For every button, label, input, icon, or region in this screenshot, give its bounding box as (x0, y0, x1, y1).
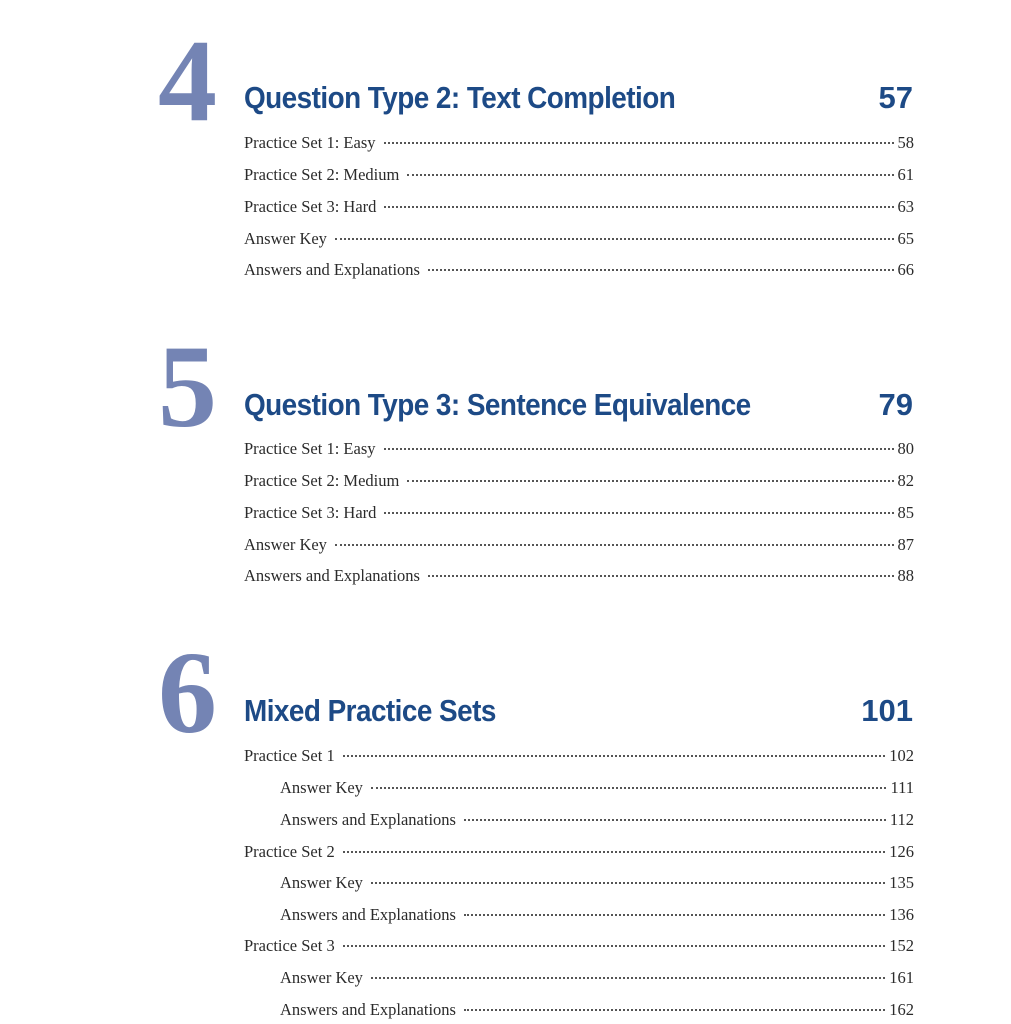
toc-entry-label: Practice Set 1 (244, 746, 335, 765)
dot-leader (335, 544, 894, 546)
dot-leader (407, 480, 893, 482)
toc-entry[interactable] (244, 439, 914, 461)
dot-leader (371, 787, 887, 789)
toc-entry-label: Answer Key (280, 968, 363, 987)
toc-entry-label: Answers and Explanations (280, 905, 456, 924)
toc-entry-page: 126 (889, 842, 914, 861)
chapter-number: 5 (158, 321, 217, 452)
toc-entry-label: Practice Set 2: Medium (244, 471, 400, 490)
toc-entry[interactable] (244, 471, 914, 493)
toc-entry-page: 63 (897, 197, 914, 216)
toc-entry[interactable] (244, 746, 914, 768)
dot-leader (407, 174, 893, 176)
toc-entry-page: 136 (889, 905, 914, 924)
toc-entry[interactable] (244, 197, 914, 219)
dot-leader (384, 448, 894, 450)
toc-subentry[interactable] (280, 968, 914, 990)
dot-leader (335, 238, 894, 240)
chapter-title[interactable]: Question Type 2: Text Completion (244, 80, 676, 115)
toc-entry-label: Practice Set 1: Easy (244, 133, 376, 152)
toc-entry-page: 161 (889, 968, 914, 987)
dot-leader (464, 819, 886, 821)
toc-entry-label: Answers and Explanations (280, 810, 456, 829)
toc-entry-label: Practice Set 3: Hard (244, 197, 377, 216)
toc-entry-page: 66 (897, 260, 914, 279)
toc-subentry[interactable] (280, 810, 914, 832)
toc-entry[interactable] (244, 260, 914, 282)
toc-entry-label: Answer Key (244, 535, 327, 554)
toc-entry-page: 82 (897, 471, 914, 490)
chapter-number: 4 (158, 15, 217, 146)
toc-entry[interactable] (244, 535, 914, 557)
chapter-page-number[interactable]: 79 (878, 387, 913, 422)
chapter-title[interactable]: Mixed Practice Sets (244, 693, 496, 728)
dot-leader (343, 851, 886, 853)
toc-entry-label: Practice Set 2: Medium (244, 165, 400, 184)
toc-entry[interactable] (244, 229, 914, 251)
toc-entry-page: 152 (889, 936, 914, 955)
toc-entry-page: 87 (897, 535, 914, 554)
toc-entry[interactable] (244, 503, 914, 525)
toc-entry-page: 135 (889, 873, 914, 892)
toc-entry[interactable] (244, 566, 914, 588)
toc-entry-page: 80 (897, 439, 914, 458)
dot-leader (343, 945, 886, 947)
chapter-number: 6 (158, 627, 217, 758)
toc-entry-label: Answer Key (244, 229, 327, 248)
toc-entry-page: 111 (890, 778, 914, 797)
toc-entry-page: 112 (889, 810, 914, 829)
toc-entry[interactable] (244, 133, 914, 155)
dot-leader (343, 755, 886, 757)
dot-leader (428, 575, 894, 577)
dot-leader (384, 512, 893, 514)
toc-entry[interactable] (244, 842, 914, 864)
toc-entry-label: Answer Key (280, 873, 363, 892)
toc-entry[interactable] (244, 936, 914, 958)
toc-entry-page: 162 (889, 1000, 914, 1019)
toc-subentry[interactable] (280, 1000, 914, 1022)
dot-leader (428, 269, 894, 271)
toc-entry-page: 85 (897, 503, 914, 522)
dot-leader (371, 882, 885, 884)
chapter-page-number[interactable]: 101 (861, 693, 913, 728)
toc-entry-page: 58 (897, 133, 914, 152)
toc-subentry[interactable] (280, 778, 914, 800)
toc-entry-label: Practice Set 3 (244, 936, 335, 955)
toc-entry-page: 102 (889, 746, 914, 765)
dot-leader (464, 914, 885, 916)
toc-entry-page: 88 (897, 566, 914, 585)
dot-leader (384, 206, 893, 208)
chapter-page-number[interactable]: 57 (878, 80, 913, 115)
toc-entry-label: Answer Key (280, 778, 363, 797)
dot-leader (384, 142, 894, 144)
toc-entry-page: 65 (897, 229, 914, 248)
toc-entry-page: 61 (897, 165, 914, 184)
toc-subentry[interactable] (280, 905, 914, 927)
toc-entry-label: Practice Set 2 (244, 842, 335, 861)
dot-leader (464, 1009, 885, 1011)
dot-leader (371, 977, 885, 979)
toc-entry-label: Answers and Explanations (244, 566, 420, 585)
toc-entry-label: Practice Set 1: Easy (244, 439, 376, 458)
toc-entry[interactable] (244, 165, 914, 187)
toc-subentry[interactable] (280, 873, 914, 895)
toc-entry-label: Practice Set 3: Hard (244, 503, 377, 522)
chapter-title[interactable]: Question Type 3: Sentence Equivalence (244, 387, 751, 422)
toc-entry-label: Answers and Explanations (244, 260, 420, 279)
toc-entry-label: Answers and Explanations (280, 1000, 456, 1019)
